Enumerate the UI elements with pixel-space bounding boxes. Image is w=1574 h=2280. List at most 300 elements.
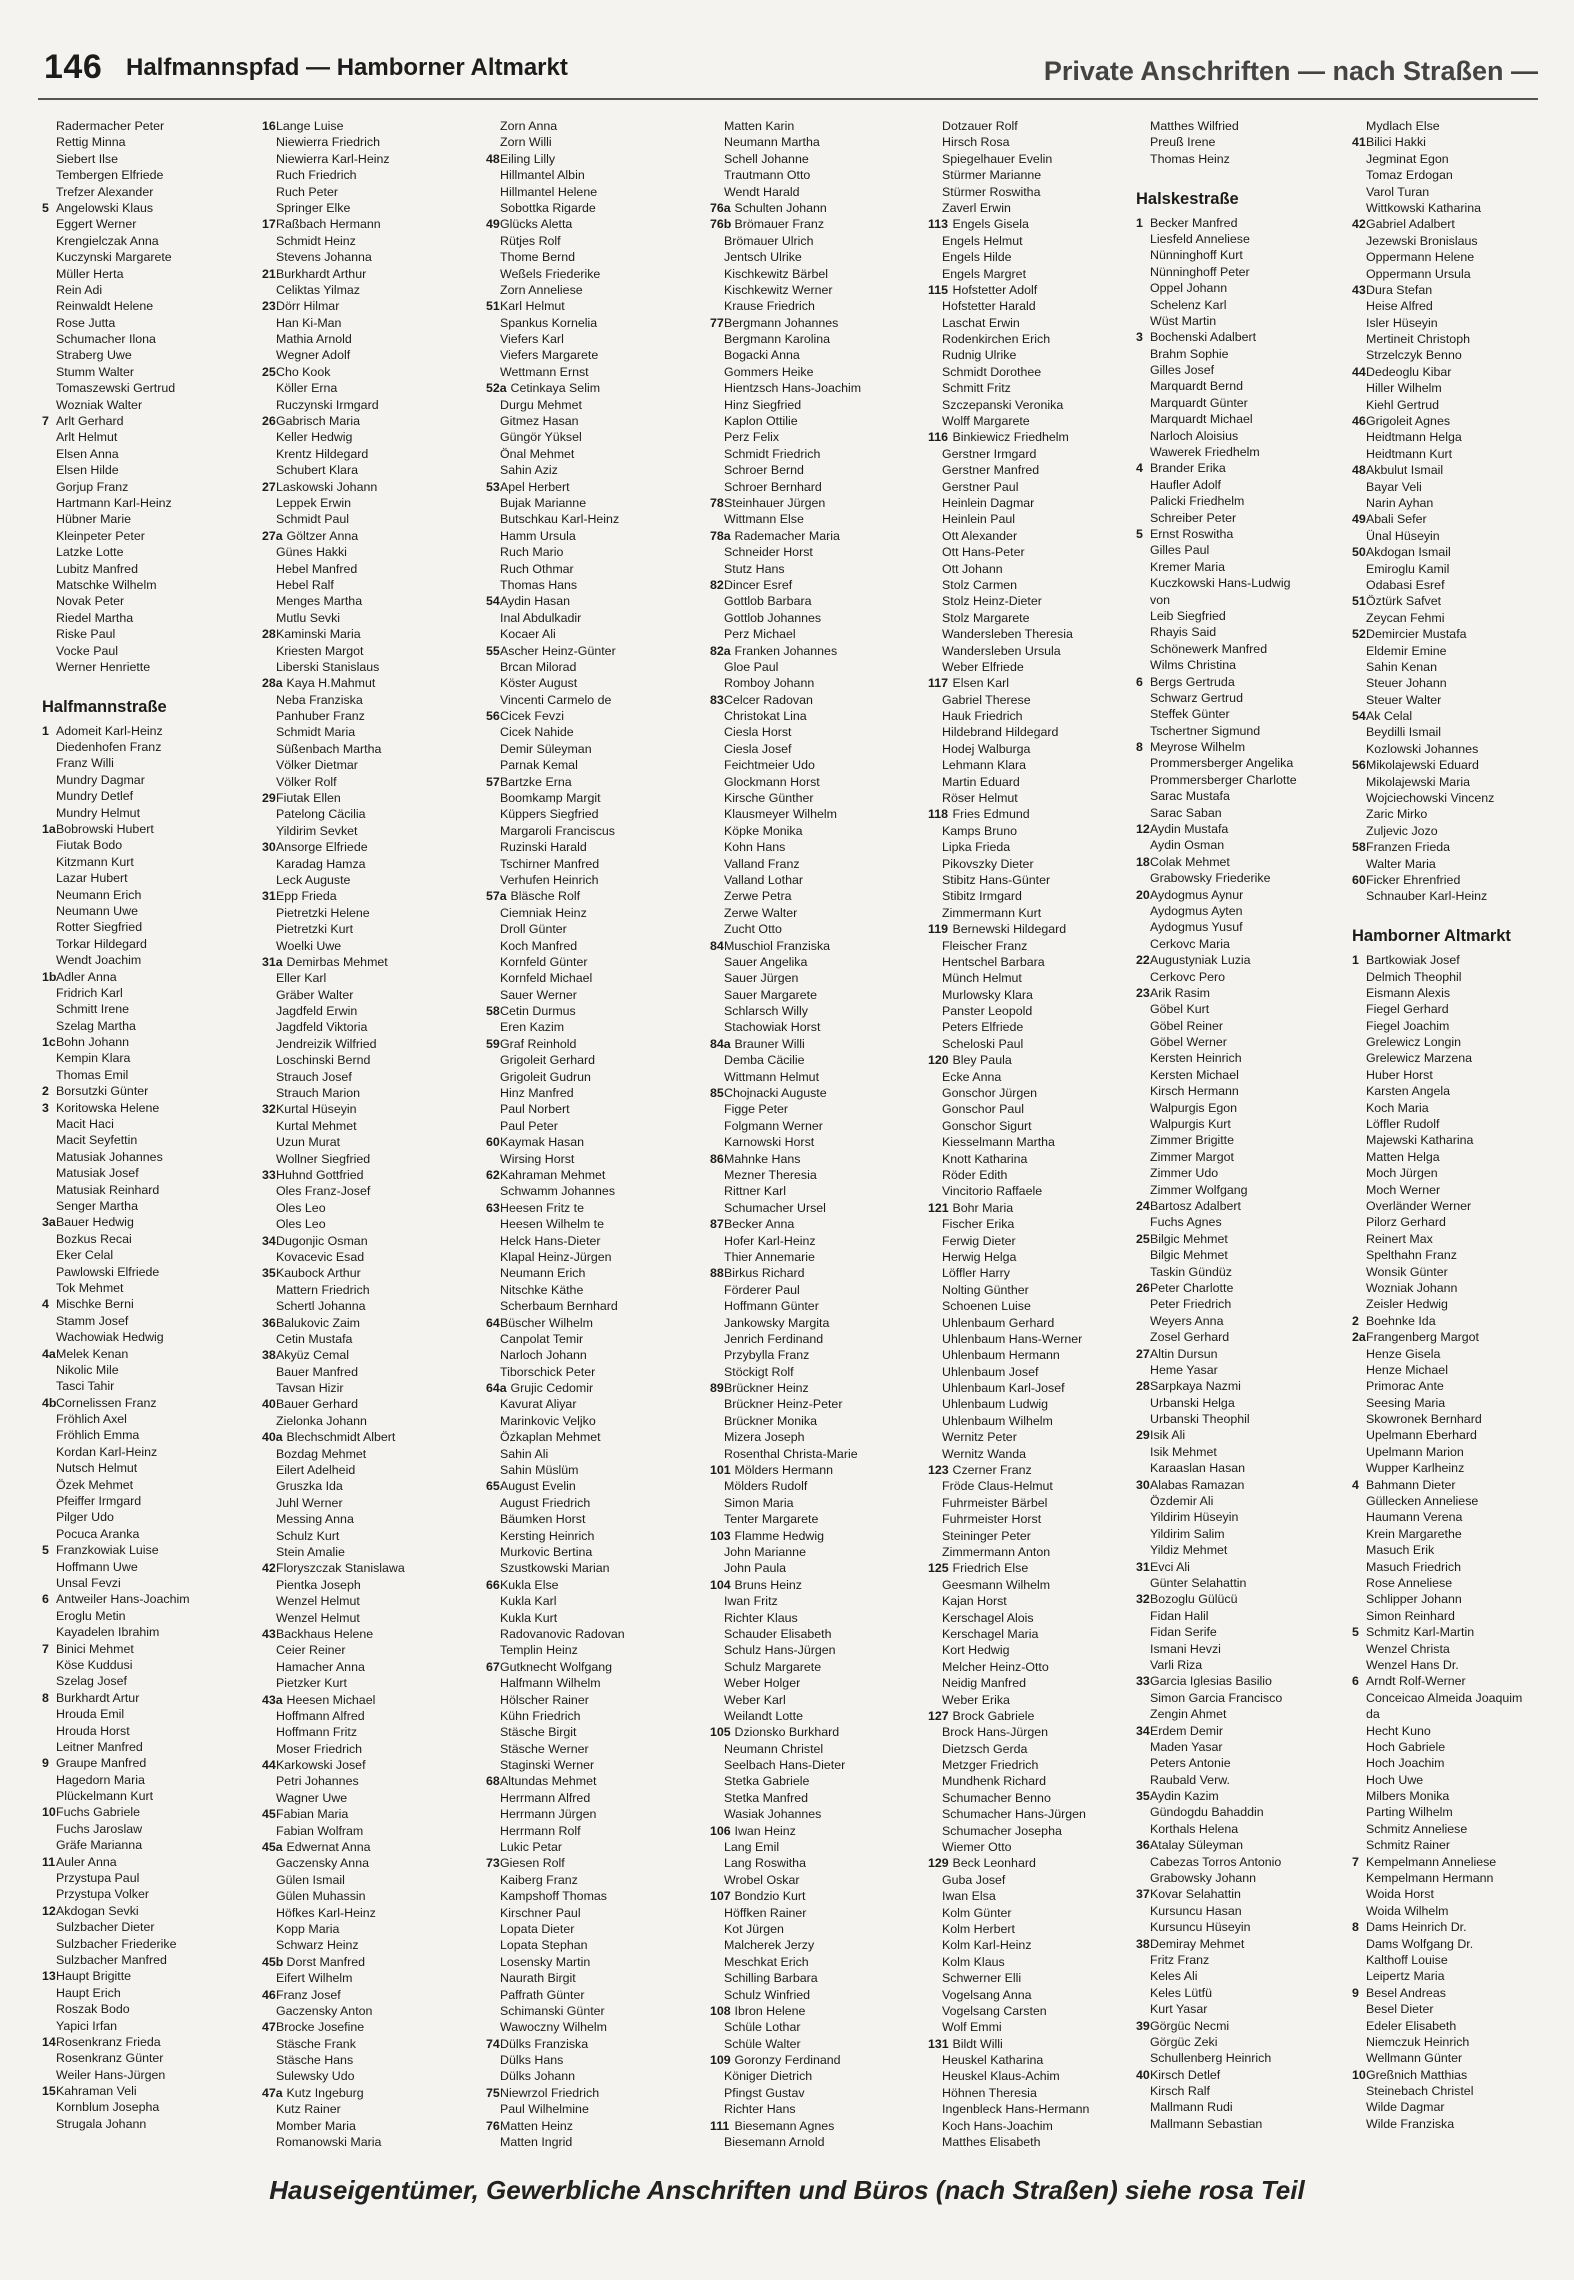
resident-entry: [262, 1101, 470, 1117]
resident-entry: [486, 888, 694, 904]
resident-entry: [262, 134, 470, 150]
resident-entry: [42, 249, 250, 265]
resident-entry: [1352, 266, 1560, 282]
resident-name: Dincer Esref: [724, 577, 793, 592]
resident-entry: [262, 1888, 470, 1904]
resident-name: Naurath Birgit: [500, 1971, 576, 1986]
resident-entry: [42, 282, 250, 298]
resident-entry: [486, 872, 694, 888]
resident-name: Ferwig Dieter: [942, 1233, 1016, 1248]
resident-entry: [710, 184, 918, 200]
resident-entry: [42, 544, 250, 560]
resident-name: Höffken Rainer: [724, 1905, 807, 1920]
resident-name: Fries Edmund: [952, 807, 1030, 822]
resident-name: Niewrzol Friedrich: [500, 2085, 600, 2100]
resident-entry: [262, 2118, 470, 2134]
resident-name: Sauer Margarete: [724, 987, 817, 1002]
resident-entry: [1352, 1575, 1560, 1591]
resident-entry: [486, 167, 694, 183]
resident-name: Jankowsky Margita: [724, 1315, 830, 1330]
resident-name: Matusiak Reinhard: [56, 1182, 160, 1197]
house-number: 9: [42, 1756, 49, 1771]
resident-entry: [486, 1134, 694, 1150]
resident-name: Grabowsky Friederike: [1150, 871, 1271, 886]
resident-name: Han Ki-Man: [276, 315, 342, 330]
resident-entry: [262, 1528, 470, 1544]
resident-name: Özdemir Ali: [1150, 1494, 1214, 1509]
house-number: 41: [1352, 135, 1366, 150]
resident-entry: [42, 1755, 250, 1771]
resident-entry: [486, 315, 694, 331]
resident-name: Oles Leo: [276, 1200, 326, 1215]
resident-entry: [928, 266, 1136, 282]
resident-entry: [1352, 331, 1560, 347]
resident-entry: [710, 1462, 918, 1478]
resident-name: Demirbas Mehmet: [286, 954, 388, 969]
resident-name: Hoch Uwe: [1366, 1772, 1424, 1787]
resident-name: Mundry Dagmar: [56, 772, 145, 787]
resident-entry: [42, 1985, 250, 2001]
resident-name: Dotzauer Rolf: [942, 119, 1018, 133]
resident-entry: [928, 1970, 1136, 1986]
resident-name: Peter Friedrich: [1150, 1297, 1232, 1312]
resident-name: Stürmer Roswitha: [942, 184, 1041, 199]
resident-name: Altin Dursun: [1150, 1346, 1218, 1361]
resident-name: Wolf Emmi: [942, 2020, 1002, 2035]
resident-entry: [42, 1100, 250, 1116]
resident-name: Thier Annemarie: [724, 1249, 815, 1264]
resident-entry: [486, 1429, 694, 1445]
resident-name: Goronzy Ferdinand: [734, 2053, 841, 2068]
resident-name: Brückner Monika: [724, 1413, 817, 1428]
resident-name: Sarac Mustafa: [1150, 789, 1230, 804]
house-number: 36: [1136, 1838, 1150, 1853]
resident-name: Mundry Detlef: [56, 789, 134, 804]
directory-column: [486, 118, 694, 2150]
resident-name: Przystupa Paul: [56, 1871, 140, 1886]
resident-name: Macit Haci: [56, 1117, 114, 1132]
resident-name: Kirsch Ralf: [1150, 2084, 1210, 2099]
resident-name: Haufler Adolf: [1150, 477, 1221, 492]
resident-entry: [928, 1249, 1136, 1265]
resident-entry: [1136, 854, 1344, 870]
resident-name: Schilling Barbara: [724, 1971, 818, 1986]
resident-entry: [486, 1823, 694, 1839]
resident-name: Novak Peter: [56, 594, 125, 609]
resident-name: Isik Mehmet: [1150, 1444, 1217, 1459]
resident-name: Neumann Martha: [724, 135, 820, 150]
resident-entry: [1352, 118, 1560, 134]
house-number: 33: [1136, 1674, 1150, 1689]
resident-entry: [928, 1167, 1136, 1183]
house-number: 1b: [42, 969, 57, 984]
resident-name: Brömauer Ulrich: [724, 233, 814, 248]
resident-entry: [928, 643, 1136, 659]
resident-entry: [262, 1642, 470, 1658]
resident-entry: [1352, 1001, 1560, 1017]
house-number: 6: [1136, 674, 1143, 689]
resident-entry: [710, 888, 918, 904]
resident-name: Kempelmann Hermann: [1366, 1871, 1494, 1886]
resident-entry: [710, 282, 918, 298]
house-number: 78: [710, 495, 724, 510]
resident-entry: [42, 347, 250, 363]
resident-name: Ibron Helene: [734, 2003, 806, 2018]
resident-entry: [1136, 1001, 1344, 1017]
resident-name: Uzun Murat: [276, 1135, 341, 1150]
resident-name: Stein Amalie: [276, 1544, 345, 1559]
house-number: 25: [262, 364, 276, 379]
resident-entry: [1352, 495, 1560, 511]
resident-entry: [262, 1937, 470, 1953]
resident-name: Strauch Josef: [276, 1069, 352, 1084]
resident-entry: [42, 429, 250, 445]
resident-entry: [710, 1790, 918, 1806]
resident-entry: [1352, 823, 1560, 839]
resident-name: Angelowski Klaus: [56, 200, 154, 215]
resident-name: Schmitz Anneliese: [1366, 1821, 1468, 1836]
resident-entry: [1352, 1526, 1560, 1542]
resident-name: Springer Elke: [276, 200, 351, 215]
resident-entry: [710, 397, 918, 413]
resident-entry: [486, 528, 694, 544]
resident-name: Kaymak Hasan: [500, 1135, 585, 1150]
resident-entry: [928, 1806, 1136, 1822]
resident-name: Zeisler Hedwig: [1366, 1297, 1448, 1312]
resident-name: Heinlein Dagmar: [942, 495, 1035, 510]
resident-entry: [1136, 411, 1344, 427]
house-number: 123: [928, 1463, 949, 1478]
resident-name: Matten Helga: [1366, 1149, 1440, 1164]
resident-name: Gonschor Jürgen: [942, 1086, 1038, 1101]
resident-name: Glockmann Horst: [724, 774, 820, 789]
resident-name: Vogelsang Carsten: [942, 2003, 1047, 2018]
house-number: 7: [1352, 1854, 1359, 1869]
resident-entry: [42, 479, 250, 495]
resident-entry: [928, 1823, 1136, 1839]
resident-entry: [486, 1511, 694, 1527]
resident-entry: [710, 1511, 918, 1527]
resident-name: Schumacher Ilona: [56, 332, 156, 347]
resident-entry: [1352, 872, 1560, 888]
resident-name: Köster August: [500, 676, 578, 691]
resident-entry: [710, 118, 918, 134]
resident-entry: [262, 528, 470, 544]
resident-entry: [1352, 1231, 1560, 1247]
resident-name: Wandersleben Ursula: [942, 643, 1061, 658]
resident-name: Sarac Saban: [1150, 805, 1222, 820]
resident-entry: [42, 1247, 250, 1263]
house-number: 4b: [42, 1395, 57, 1410]
resident-name: Lehmann Klara: [942, 758, 1027, 773]
resident-entry: [928, 1413, 1136, 1429]
resident-name: Kolm Herbert: [942, 1921, 1015, 1936]
resident-entry: [42, 1542, 250, 1558]
resident-name: Matthes Elisabeth: [942, 2135, 1041, 2150]
resident-entry: [486, 577, 694, 593]
house-number: 26: [1136, 1280, 1150, 1295]
resident-name: Skowronek Bernhard: [1366, 1412, 1482, 1427]
resident-entry: [42, 1329, 250, 1345]
resident-entry: [710, 1167, 918, 1183]
resident-entry: [486, 1380, 694, 1396]
resident-entry: [42, 1919, 250, 1935]
resident-entry: [710, 1626, 918, 1642]
resident-name: Karkowski Josef: [276, 1758, 366, 1773]
resident-name: Stürmer Marianne: [942, 168, 1042, 183]
resident-entry: [42, 1559, 250, 1575]
resident-name: Heidtmann Helga: [1366, 430, 1462, 445]
resident-name: Zengin Ahmet: [1150, 1707, 1227, 1722]
resident-entry: [1136, 2116, 1344, 2132]
resident-entry: [42, 1673, 250, 1689]
resident-entry: [1352, 888, 1560, 904]
resident-name: Edeler Elisabeth: [1366, 2018, 1457, 2033]
resident-entry: [262, 2052, 470, 2068]
resident-entry: [928, 1839, 1136, 1855]
resident-entry: [262, 1954, 470, 1970]
resident-entry: [486, 905, 694, 921]
resident-entry: [262, 1282, 470, 1298]
resident-name: Jenrich Ferdinand: [724, 1331, 824, 1346]
resident-entry: [42, 167, 250, 183]
resident-entry: [262, 987, 470, 1003]
resident-name: Masuch Erik: [1366, 1543, 1435, 1558]
resident-name: Menges Martha: [276, 594, 363, 609]
resident-name: Hebel Manfred: [276, 561, 358, 576]
resident-name: Tschirner Manfred: [500, 856, 600, 871]
resident-name: Heesen Wilhelm te: [500, 1217, 604, 1232]
house-number: 4: [1352, 1477, 1359, 1492]
resident-entry: [486, 413, 694, 429]
house-number: 42: [262, 1561, 276, 1576]
resident-entry: [42, 1509, 250, 1525]
resident-name: Schmitz Rainer: [1366, 1838, 1451, 1853]
resident-entry: [928, 659, 1136, 675]
house-number: 109: [710, 2053, 731, 2068]
resident-entry: [42, 1214, 250, 1230]
house-number: 76b: [710, 217, 732, 232]
house-number: 73: [486, 1856, 500, 1871]
house-number: 5: [1352, 1625, 1359, 1640]
resident-entry: [710, 200, 918, 216]
resident-name: Zucht Otto: [724, 922, 782, 937]
resident-name: Varol Turan: [1366, 184, 1430, 199]
resident-name: Ott Alexander: [942, 528, 1018, 543]
resident-entry: [1352, 249, 1560, 265]
resident-entry: [262, 1347, 470, 1363]
resident-name: Thomas Hans: [500, 577, 578, 592]
resident-name: Büscher Wilhelm: [500, 1315, 593, 1330]
resident-entry: [710, 1577, 918, 1593]
resident-entry: [262, 1429, 470, 1445]
resident-name: Kleinpeter Peter: [56, 528, 145, 543]
resident-name: Melcher Heinz-Otto: [942, 1659, 1049, 1674]
house-number: 43a: [262, 1692, 283, 1707]
resident-entry: [1136, 1919, 1344, 1935]
resident-name: Hientzsch Hans-Joachim: [724, 381, 862, 396]
resident-name: Cetin Durmus: [500, 1004, 576, 1019]
resident-name: Hofer Karl-Heinz: [724, 1233, 816, 1248]
resident-entry: [928, 1315, 1136, 1331]
resident-entry: [1352, 1985, 1560, 2001]
resident-entry: [486, 2036, 694, 2052]
resident-entry: [1136, 1968, 1344, 1984]
resident-name: Schwamm Johannes: [500, 1184, 616, 1199]
resident-name: Zimmer Wolfgang: [1150, 1182, 1248, 1197]
resident-name: Dülks Hans: [500, 2053, 564, 2068]
resident-name: Alabas Ramazan: [1150, 1477, 1245, 1492]
resident-entry: [262, 347, 470, 363]
resident-entry: [1136, 936, 1344, 952]
resident-entry: [262, 1052, 470, 1068]
resident-entry: [42, 200, 250, 216]
resident-entry: [1136, 329, 1344, 345]
resident-name: Schauder Elisabeth: [724, 1626, 832, 1641]
resident-name: Yildiz Mehmet: [1150, 1543, 1228, 1558]
resident-name: Iwan Elsa: [942, 1889, 996, 1904]
resident-name: Gonschor Paul: [942, 1102, 1024, 1117]
resident-name: Schumacher Benno: [942, 1790, 1051, 1805]
resident-name: Gaczensky Anton: [276, 2003, 373, 2018]
resident-entry: [1352, 2001, 1560, 2017]
resident-entry: [1352, 413, 1560, 429]
resident-name: Neba Franziska: [276, 692, 363, 707]
resident-entry: [42, 2083, 250, 2099]
house-number: 32: [1136, 1592, 1150, 1607]
resident-entry: [486, 1577, 694, 1593]
resident-entry: [710, 413, 918, 429]
resident-name: Schumacher Ursel: [724, 1200, 826, 1215]
resident-entry: [1136, 1886, 1344, 1902]
resident-entry: [486, 724, 694, 740]
resident-name: Kiesselmann Martha: [942, 1135, 1055, 1150]
resident-entry: [928, 1495, 1136, 1511]
resident-entry: [710, 1036, 918, 1052]
resident-name: Schell Johanne: [724, 151, 809, 166]
resident-entry: [1352, 1706, 1560, 1722]
resident-entry: [710, 954, 918, 970]
house-number: 8: [1352, 1920, 1359, 1935]
resident-name: Diedenhofen Franz: [56, 740, 162, 755]
resident-name: Fuchs Agnes: [1150, 1215, 1222, 1230]
resident-name: Auler Anna: [56, 1854, 117, 1869]
resident-name: Steuer Johann: [1366, 676, 1447, 691]
house-number: 31a: [262, 954, 283, 969]
resident-name: Güllecken Anneliese: [1366, 1494, 1479, 1509]
resident-entry: [1136, 526, 1344, 542]
resident-name: Inal Abdulkadir: [500, 610, 582, 625]
resident-entry: [928, 1364, 1136, 1380]
resident-entry: [710, 1118, 918, 1134]
resident-name: Stachowiak Horst: [724, 1020, 821, 1035]
house-number: 2: [42, 1084, 49, 1099]
resident-name: Bartkowiak Josef: [1366, 953, 1460, 968]
house-number: 25: [1136, 1231, 1150, 1246]
resident-name: Paffrath Günter: [500, 1987, 585, 2002]
resident-entry: [262, 1364, 470, 1380]
resident-name: Weiler Hans-Jürgen: [56, 2067, 166, 2082]
house-number: 54: [486, 594, 500, 609]
resident-name: Nünninghoff Peter: [1150, 264, 1250, 279]
resident-name: Kajan Horst: [942, 1594, 1007, 1609]
house-number: 43: [1352, 282, 1366, 297]
house-number: 56: [1352, 758, 1366, 773]
resident-entry: [486, 511, 694, 527]
house-number: 49: [1352, 512, 1366, 527]
resident-entry: [1136, 2099, 1344, 2115]
resident-entry: [710, 1724, 918, 1740]
resident-name: Balukovic Zaim: [276, 1315, 361, 1330]
resident-name: Boomkamp Margit: [500, 791, 601, 806]
resident-entry: [486, 2003, 694, 2019]
resident-entry: [710, 2003, 918, 2019]
resident-name: Chojnacki Auguste: [724, 1086, 827, 1101]
resident-name: Mertineit Christoph: [1366, 332, 1470, 347]
resident-entry: [1136, 1985, 1344, 2001]
resident-entry: [928, 1757, 1136, 1773]
resident-entry: [710, 610, 918, 626]
resident-name: Frangenberg Margot: [1366, 1330, 1479, 1345]
resident-name: Arlt Gerhard: [56, 414, 124, 429]
resident-name: Torkar Hildegard: [56, 936, 147, 951]
resident-name: Wenzel Christa: [1366, 1641, 1450, 1656]
resident-entry: [1136, 690, 1344, 706]
house-number: 45: [262, 1807, 276, 1822]
resident-entry: [1136, 134, 1344, 150]
resident-name: Gutknecht Wolfgang: [500, 1659, 613, 1674]
resident-entry: [42, 610, 250, 626]
house-number: 86: [710, 1151, 724, 1166]
house-number: 28: [1136, 1379, 1150, 1394]
resident-name: Templin Heinz: [500, 1643, 578, 1658]
resident-entry: [1352, 790, 1560, 806]
resident-name: Zimmer Udo: [1150, 1166, 1219, 1181]
resident-name: Bayar Veli: [1366, 479, 1422, 494]
resident-entry: [42, 1952, 250, 1968]
resident-name: Göbel Kurt: [1150, 1002, 1210, 1017]
resident-name: Wittmann Else: [724, 512, 804, 527]
resident-entry: [42, 985, 250, 1001]
resident-entry: [262, 1003, 470, 1019]
resident-entry: [42, 315, 250, 331]
resident-entry: [1136, 1624, 1344, 1640]
resident-entry: [1136, 1067, 1344, 1083]
resident-name: Lang Emil: [724, 1840, 780, 1855]
resident-name: Eifert Wilhelm: [276, 1971, 353, 1986]
resident-entry: [710, 1642, 918, 1658]
resident-name: Wittmann Helmut: [724, 1069, 820, 1084]
resident-name: Niewierra Friedrich: [276, 135, 380, 150]
resident-entry: [262, 544, 470, 560]
resident-name: Hölscher Rainer: [500, 1692, 589, 1707]
resident-name: Paul Norbert: [500, 1102, 570, 1117]
resident-name: Bartosz Adalbert: [1150, 1199, 1241, 1213]
resident-entry: [262, 1659, 470, 1675]
resident-name: Stamm Josef: [56, 1313, 129, 1328]
resident-name: Cetin Mustafa: [276, 1331, 353, 1346]
resident-name: Rhayis Said: [1150, 625, 1217, 640]
resident-name: Hirsch Rosa: [942, 135, 1010, 150]
page-range-title: Halfmannspfad — Hamborner Altmarkt: [126, 54, 568, 81]
house-number: 35: [262, 1266, 276, 1281]
resident-name: Jegminat Egon: [1366, 151, 1449, 166]
resident-name: Hillmantel Helene: [500, 184, 598, 199]
house-number: 58: [1352, 840, 1366, 855]
resident-entry: [1136, 510, 1344, 526]
resident-name: Sahin Müslüm: [500, 1463, 579, 1478]
resident-name: Bergmann Johannes: [724, 315, 839, 330]
